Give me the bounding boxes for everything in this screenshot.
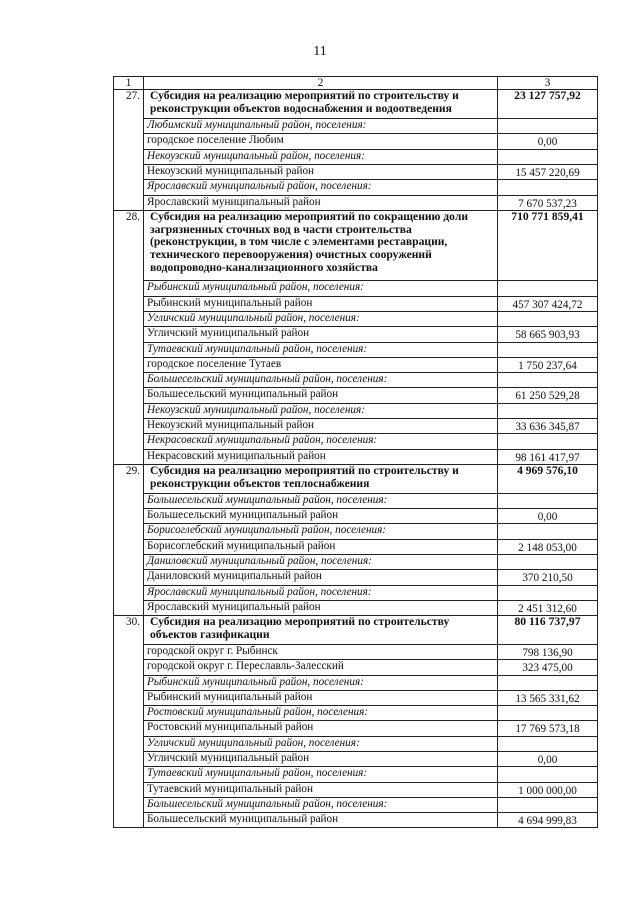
amount-cell: [498, 149, 598, 164]
subsidy-table: [113, 76, 598, 828]
amount-cell: [498, 119, 598, 134]
amount-cell: 0,00: [498, 752, 598, 767]
district-heading: Борисоглебский муниципальный район, поселения:: [144, 524, 498, 539]
recipient-name: Рыбинский муниципальный район: [144, 690, 498, 705]
recipient-name: городской округ г. Рыбинск: [144, 644, 498, 659]
table-row: [114, 554, 598, 569]
recipient-name: Тутаевский муниципальный район: [144, 782, 498, 797]
district-heading: Тутаевский муниципальный район, поселения:: [144, 767, 498, 782]
amount-cell: 1 750 237,64: [498, 357, 598, 372]
recipient-name: Борисоглебский муниципальный район: [144, 539, 498, 554]
amount-cell: 1 000 000,00: [498, 782, 598, 797]
table-row: [114, 403, 598, 418]
district-heading: Угличский муниципальный район, поселения:: [144, 736, 498, 751]
recipient-name: Большесельский муниципальный район: [144, 509, 498, 524]
section-total: 4 969 576,10: [498, 464, 598, 493]
amount-cell: 370 210,50: [498, 570, 598, 585]
amount-cell: [498, 342, 598, 357]
amount-cell: 4 694 999,83: [498, 813, 598, 828]
page-number: 11: [313, 44, 327, 59]
amount-cell: [498, 736, 598, 751]
table-row: [114, 524, 598, 539]
section-number: 30.: [114, 616, 144, 828]
table-row: [114, 767, 598, 782]
recipient-name: Рыбинский муниципальный район: [144, 296, 498, 311]
district-heading: Большесельский муниципальный район, поселения:: [144, 373, 498, 388]
table-row: [114, 493, 598, 508]
district-heading: Тутаевский муниципальный район, поселения:: [144, 342, 498, 357]
amount-cell: [498, 524, 598, 539]
section-title-row: [114, 616, 598, 645]
table-row: [114, 388, 598, 403]
amount-cell: 0,00: [498, 134, 598, 149]
amount-cell: [498, 180, 598, 195]
amount-cell: 2 451 312,60: [498, 600, 598, 615]
amount-cell: [498, 403, 598, 418]
recipient-name: Некрасовский муниципальный район: [144, 449, 498, 464]
table-row: [114, 797, 598, 812]
table-row: [114, 357, 598, 372]
table-row: [114, 195, 598, 210]
section-title: Субсидия на реализацию мероприятий по строительству и реконструкции объектов теплоснабжения: [144, 464, 498, 493]
section-number: 27.: [114, 90, 144, 211]
district-heading: Угличский муниципальный район, поселения:: [144, 311, 498, 326]
amount-cell: 13 565 331,62: [498, 690, 598, 705]
district-heading: Рыбинский муниципальный район, поселения:: [144, 281, 498, 296]
table-row: [114, 752, 598, 767]
table-row: [114, 434, 598, 449]
section-title-row: [114, 210, 598, 281]
recipient-name: Ростовский муниципальный район: [144, 721, 498, 736]
table-row: [114, 813, 598, 828]
amount-cell: [498, 311, 598, 326]
table-row: [114, 585, 598, 600]
table-row: [114, 165, 598, 180]
district-heading: Большесельский муниципальный район, поселения:: [144, 797, 498, 812]
recipient-name: Большесельский муниципальный район: [144, 388, 498, 403]
table-row: [114, 327, 598, 342]
district-heading: Даниловский муниципальный район, поселения:: [144, 554, 498, 569]
table-row: [114, 419, 598, 434]
amount-cell: [498, 675, 598, 690]
table-row: [114, 721, 598, 736]
table-row: [114, 373, 598, 388]
table-body: [114, 90, 598, 828]
amount-cell: 323 475,00: [498, 660, 598, 675]
amount-cell: [498, 797, 598, 812]
table-row: [114, 736, 598, 751]
district-heading: Некоузский муниципальный район, поселения:: [144, 149, 498, 164]
table-row: [114, 660, 598, 675]
header-cell-3: 3: [498, 77, 598, 90]
section-title: Субсидия на реализацию мероприятий по строительству и реконструкции объектов водоснабжения и водоотведения: [144, 90, 498, 119]
recipient-name: Некоузский муниципальный район: [144, 165, 498, 180]
amount-cell: [498, 493, 598, 508]
section-title-row: [114, 464, 598, 493]
district-heading: Любимский муниципальный район, поселения:: [144, 119, 498, 134]
district-heading: Большесельский муниципальный район, поселения:: [144, 493, 498, 508]
amount-cell: 17 769 573,18: [498, 721, 598, 736]
table-row: [114, 296, 598, 311]
table-row: [114, 690, 598, 705]
amount-cell: [498, 554, 598, 569]
table-row: [114, 539, 598, 554]
recipient-name: Большесельский муниципальный район: [144, 813, 498, 828]
section-number: 28.: [114, 210, 144, 464]
amount-cell: [498, 281, 598, 296]
amount-cell: [498, 706, 598, 721]
recipient-name: Угличский муниципальный район: [144, 752, 498, 767]
amount-cell: [498, 373, 598, 388]
district-heading: Некрасовский муниципальный район, поселения:: [144, 434, 498, 449]
recipient-name: Ярославский муниципальный район: [144, 195, 498, 210]
amount-cell: 98 161 417,97: [498, 449, 598, 464]
amount-cell: 7 670 537,23: [498, 195, 598, 210]
header-cell-1: 1: [114, 77, 144, 90]
table-row: [114, 311, 598, 326]
section-title-row: [114, 90, 598, 119]
header-row: [114, 77, 598, 90]
section-total: 710 771 859,41: [498, 210, 598, 281]
recipient-name: Угличский муниципальный район: [144, 327, 498, 342]
section-title: Субсидия на реализацию мероприятий по сокращению доли загрязненных сточных вод в части строительства (реконструкции, в том числе с элементами реставрации, технического перевооружения) очистных сооружений водопроводно-канализационного хозяйства: [144, 210, 498, 281]
recipient-name: городское поселение Тутаев: [144, 357, 498, 372]
table-row: [114, 281, 598, 296]
amount-cell: [498, 585, 598, 600]
table-row: [114, 782, 598, 797]
table-row: [114, 134, 598, 149]
recipient-name: Даниловский муниципальный район: [144, 570, 498, 585]
table-row: [114, 509, 598, 524]
table-row: [114, 600, 598, 615]
section-total: 80 116 737,97: [498, 616, 598, 645]
amount-cell: [498, 767, 598, 782]
table-row: [114, 342, 598, 357]
table-row: [114, 180, 598, 195]
district-heading: Ярославский муниципальный район, поселения:: [144, 180, 498, 195]
table-row: [114, 644, 598, 659]
amount-cell: 457 307 424,72: [498, 296, 598, 311]
amount-cell: 15 457 220,69: [498, 165, 598, 180]
header-cell-2: 2: [144, 77, 498, 90]
amount-cell: 2 148 053,00: [498, 539, 598, 554]
table-row: [114, 149, 598, 164]
amount-cell: 58 665 903,93: [498, 327, 598, 342]
amount-cell: [498, 434, 598, 449]
section-title: Субсидия на реализацию мероприятий по строительству объектов газификации: [144, 616, 498, 645]
table-row: [114, 119, 598, 134]
district-heading: Ярославский муниципальный район, поселения:: [144, 585, 498, 600]
amount-cell: 798 136,90: [498, 644, 598, 659]
table-row: [114, 706, 598, 721]
district-heading: Ростовский муниципальный район, поселения:: [144, 706, 498, 721]
recipient-name: Некоузский муниципальный район: [144, 419, 498, 434]
section-total: 23 127 757,92: [498, 90, 598, 119]
district-heading: Рыбинский муниципальный район, поселения:: [144, 675, 498, 690]
recipient-name: городской округ г. Переславль-Залесский: [144, 660, 498, 675]
amount-cell: 0,00: [498, 509, 598, 524]
amount-cell: 61 250 529,28: [498, 388, 598, 403]
section-number: 29.: [114, 464, 144, 615]
recipient-name: Ярославский муниципальный район: [144, 600, 498, 615]
table-row: [114, 449, 598, 464]
table-row: [114, 570, 598, 585]
recipient-name: городское поселение Любим: [144, 134, 498, 149]
table-row: [114, 675, 598, 690]
amount-cell: 33 636 345,87: [498, 419, 598, 434]
district-heading: Некоузский муниципальный район, поселения:: [144, 403, 498, 418]
